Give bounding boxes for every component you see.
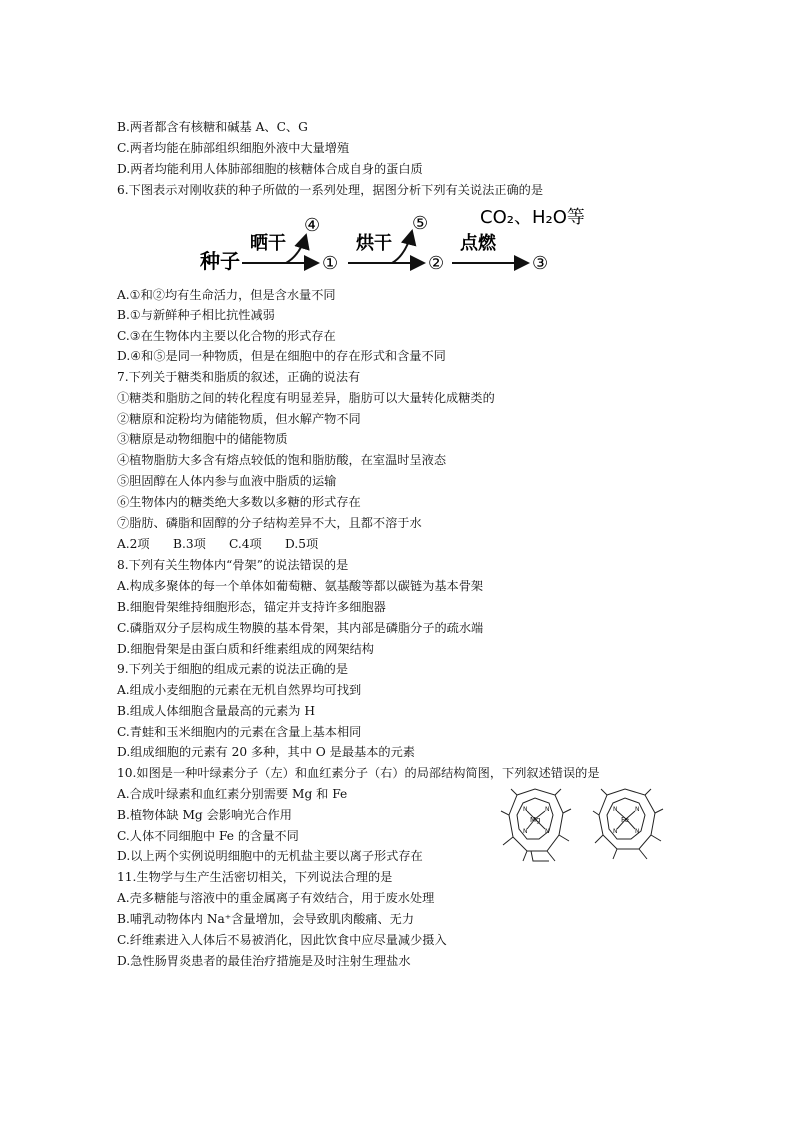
- q5-option-c: C.两者均能在肺部组织细胞外液中大量增殖: [117, 141, 350, 155]
- heme-metal-label: Fe: [621, 816, 629, 824]
- q7-option-c: C.4项: [229, 537, 262, 551]
- q8-option-a: A.构成多聚体的每一个单体如葡萄糖、氨基酸等都以碳链为基本骨架: [117, 579, 484, 593]
- q7-item-4: ④植物脂肪大多含有熔点较低的饱和脂肪酸，在室温时呈液态: [117, 453, 447, 467]
- q6-stem: 6.下图表示对刚收获的种子所做的一系列处理，据图分析下列有关说法正确的是: [117, 183, 544, 197]
- q7-stem: 7.下列关于糖类和脂质的叙述，正确的说法有: [117, 370, 361, 384]
- q9-option-a: A.组成小麦细胞的元素在无机自然界均可找到: [117, 683, 362, 697]
- q7-options: [117, 536, 341, 552]
- q11-option-d: D.急性肠胃炎患者的最佳治疗措施是及时注射生理盐水: [117, 954, 411, 968]
- chlorophyll-n2: N: [545, 806, 550, 813]
- q11-option-c: C.纤维素进入人体后不易被消化，因此饮食中应尽量减少摄入: [117, 933, 447, 947]
- q11-option-b: B.哺乳动物体内 Na⁺含量增加，会导致肌肉酸痛、无力: [117, 912, 415, 926]
- q5-option-d: D.两者均能利用人体肺部细胞的核糖体合成自身的蛋白质: [117, 162, 423, 176]
- q11-stem: 11.生物学与生产生活密切相关，下列说法合理的是: [117, 870, 393, 884]
- q8-option-b: B.细胞骨架维持细胞形态，锚定并支持许多细胞器: [117, 600, 386, 614]
- q7-item-3: ③糖原是动物细胞中的储能物质: [117, 432, 288, 446]
- q7-item-2: ②糖原和淀粉均为储能物质，但水解产物不同: [117, 412, 361, 426]
- q7-option-a: A.2项: [117, 537, 150, 551]
- q7-item-7: ⑦脂肪、磷脂和固醇的分子结构差异不大，且都不溶于水: [117, 516, 422, 530]
- num-2: ②: [428, 253, 445, 274]
- num-5: ⑤: [412, 213, 429, 234]
- chlorophyll-n3: N: [523, 828, 528, 835]
- q5-option-b: B.两者都含有核糖和碱基 A、C、G: [117, 120, 308, 134]
- num-1: ①: [322, 253, 339, 274]
- step3-label: 点燃: [460, 233, 496, 254]
- q6-option-a: A.①和②均有生命活力，但是含水量不同: [117, 288, 336, 302]
- q6-option-d: D.④和⑤是同一种物质，但是在细胞中的存在形式和含量不同: [117, 349, 446, 363]
- step2-label: 烘干: [356, 233, 392, 254]
- q6-option-c: C.③在生物体内主要以化合物的形式存在: [117, 329, 336, 343]
- q11-option-a: A.壳多糖能与溶液中的重金属离子有效结合，用于废水处理: [117, 891, 435, 905]
- num-3: ③: [532, 253, 549, 274]
- chlorophyll-n1: N: [523, 806, 528, 813]
- q7-option-d: D.5项: [285, 537, 319, 551]
- q7-item-1: ①糖类和脂肪之间的转化程度有明显差异，脂肪可以大量转化成糖类的: [117, 391, 495, 405]
- q9-option-d: D.组成细胞的元素有 20 多种，其中 O 是最基本的元素: [117, 745, 415, 759]
- q9-option-b: B.组成人体细胞含量最高的元素为 H: [117, 704, 315, 718]
- q8-stem: 8.下列有关生物体内“骨架”的说法错误的是: [117, 558, 349, 572]
- q7-item-6: ⑥生物体内的糖类绝大多数以多糖的形式存在: [117, 495, 361, 509]
- q8-option-c: C.磷脂双分子层构成生物膜的基本骨架，其内部是磷脂分子的疏水端: [117, 621, 484, 635]
- products-label: CO₂、H₂O等: [480, 207, 585, 228]
- q9-option-c: C.青蛙和玉米细胞内的元素在含量上基本相同: [117, 725, 362, 739]
- chlorophyll-metal-label: Mg: [530, 816, 541, 824]
- seed-treatment-diagram: [198, 205, 598, 275]
- q10-option-b: B.植物体缺 Mg 会影响光合作用: [117, 808, 292, 822]
- q7-option-b: B.3项: [173, 537, 206, 551]
- num-4: ④: [304, 215, 321, 236]
- heme-structure: [593, 789, 663, 859]
- q9-stem: 9.下列关于细胞的组成元素的说法正确的是: [117, 662, 349, 676]
- q10-option-a: A.合成叶绿素和血红素分别需要 Mg 和 Fe: [117, 787, 348, 801]
- q7-item-5: ⑤胆固醇在人体内参与血液中脂质的运输: [117, 474, 337, 488]
- chlorophyll-n4: N: [545, 828, 550, 835]
- chlorophyll-structure: [501, 789, 571, 861]
- heme-n1: N: [613, 806, 618, 813]
- q6-option-b: B.①与新鲜种子相比抗性减弱: [117, 308, 275, 322]
- q10-option-c: C.人体不同细胞中 Fe 的含量不同: [117, 829, 299, 843]
- heme-n4: N: [635, 828, 640, 835]
- step1-label: 晒干: [250, 233, 286, 254]
- seed-label: 种子: [200, 249, 240, 273]
- q8-option-d: D.细胞骨架是由蛋白质和纤维素组成的网架结构: [117, 642, 374, 656]
- q10-stem: 10.如图是一种叶绿素分子（左）和血红素分子（右）的局部结构简图，下列叙述错误的是: [117, 766, 600, 780]
- heme-n2: N: [635, 806, 640, 813]
- porphyrin-structures-figure: [497, 785, 672, 865]
- heme-n3: N: [613, 828, 618, 835]
- q10-option-d: D.以上两个实例说明细胞中的无机盐主要以离子形式存在: [117, 849, 423, 863]
